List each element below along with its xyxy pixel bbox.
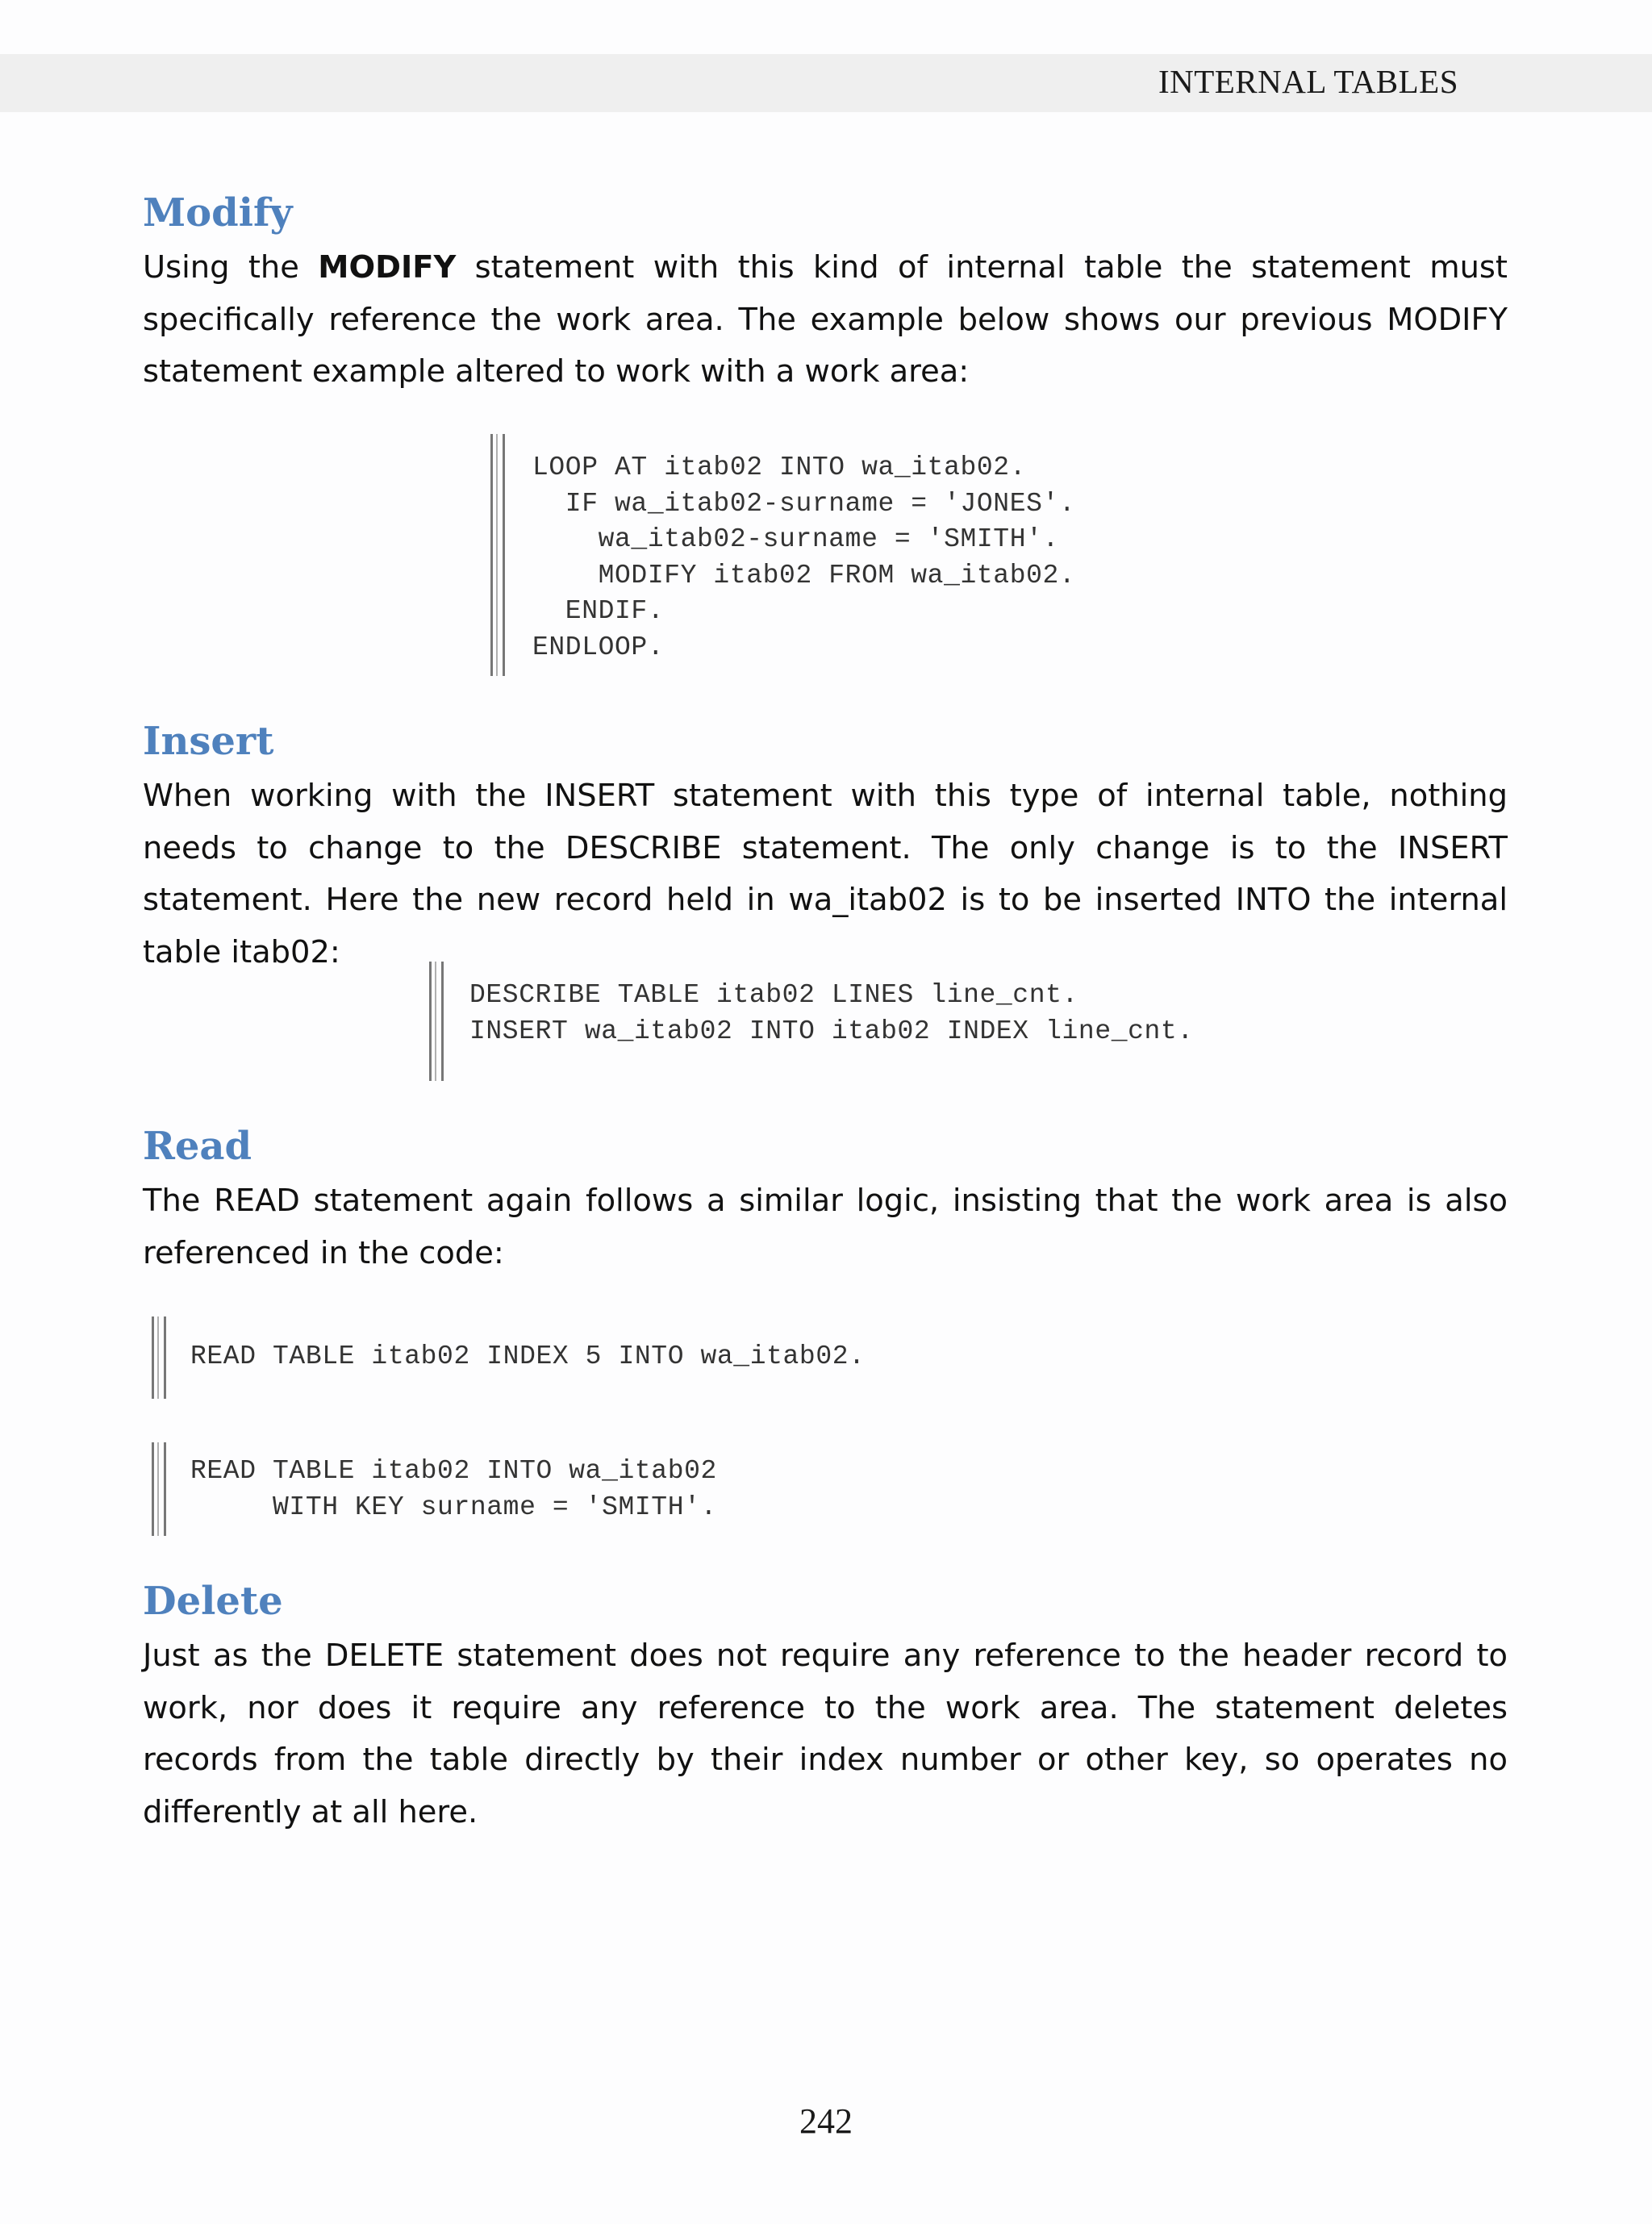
code-line: WITH KEY surname = 'SMITH'. [190,1492,717,1522]
code-line: READ TABLE itab02 INDEX 5 INTO wa_itab02. [190,1341,866,1371]
code-line: wa_itab02-surname = 'SMITH'. [532,524,1059,554]
code-rule [152,1442,166,1536]
section-paragraph-read: The READ statement again follows a similar logic, insisting that the work area is also referenced in the code: [143,1183,1508,1271]
page-number: 242 [799,2101,853,2141]
section-paragraph-insert: When working with the INSERT statement with this type of internal table, nothing needs to change to the DESCRIBE statement. The only change is to the INSERT statement. Here the new record held in wa_itab02 is to be inserted INTO the internal table itab02: [143,778,1508,970]
code-line: READ TABLE itab02 INTO wa_itab02 [190,1456,717,1486]
section-paragraph-delete: Just as the DELETE statement does not require any reference to the header record to work, nor does it require any reference to the work area. The statement deletes records from the table directly by their index number or other key, so operates no differently at all here. [143,1638,1508,1830]
code-line: MODIFY itab02 FROM wa_itab02. [532,560,1076,590]
section-heading-insert: Insert [143,719,274,764]
bold-keyword: MODIFY [318,249,457,286]
section-heading-modify: Modify [143,190,293,236]
running-header-title: INTERNAL TABLES [1158,63,1458,100]
code-block-insert [429,962,1236,1081]
code-block-read-index [152,1316,878,1399]
code-block-modify [490,434,1103,676]
code-line: DESCRIBE TABLE itab02 LINES line_cnt. [469,980,1078,1010]
running-header [0,54,1652,112]
code-line: ENDIF. [532,596,665,626]
code-line: LOOP AT itab02 INTO wa_itab02. [532,453,1027,482]
code-rule [152,1316,166,1399]
section-heading-delete: Delete [143,1579,283,1624]
code-line: IF wa_itab02-surname = 'JONES'. [532,488,1076,519]
code-line: ENDLOOP. [532,632,665,662]
section-paragraph-modify: Using the MODIFY statement with this kind of internal table the statement must specifically reference the work area. The example below shows our previous MODIFY statement example altered to work with a work area: [143,249,1508,390]
section-heading-read: Read [143,1124,252,1169]
code-line: INSERT wa_itab02 INTO itab02 INDEX line_cnt. [469,1016,1194,1046]
code-block-read-key [152,1442,878,1536]
code-rule [490,434,505,676]
code-rule [429,962,444,1081]
